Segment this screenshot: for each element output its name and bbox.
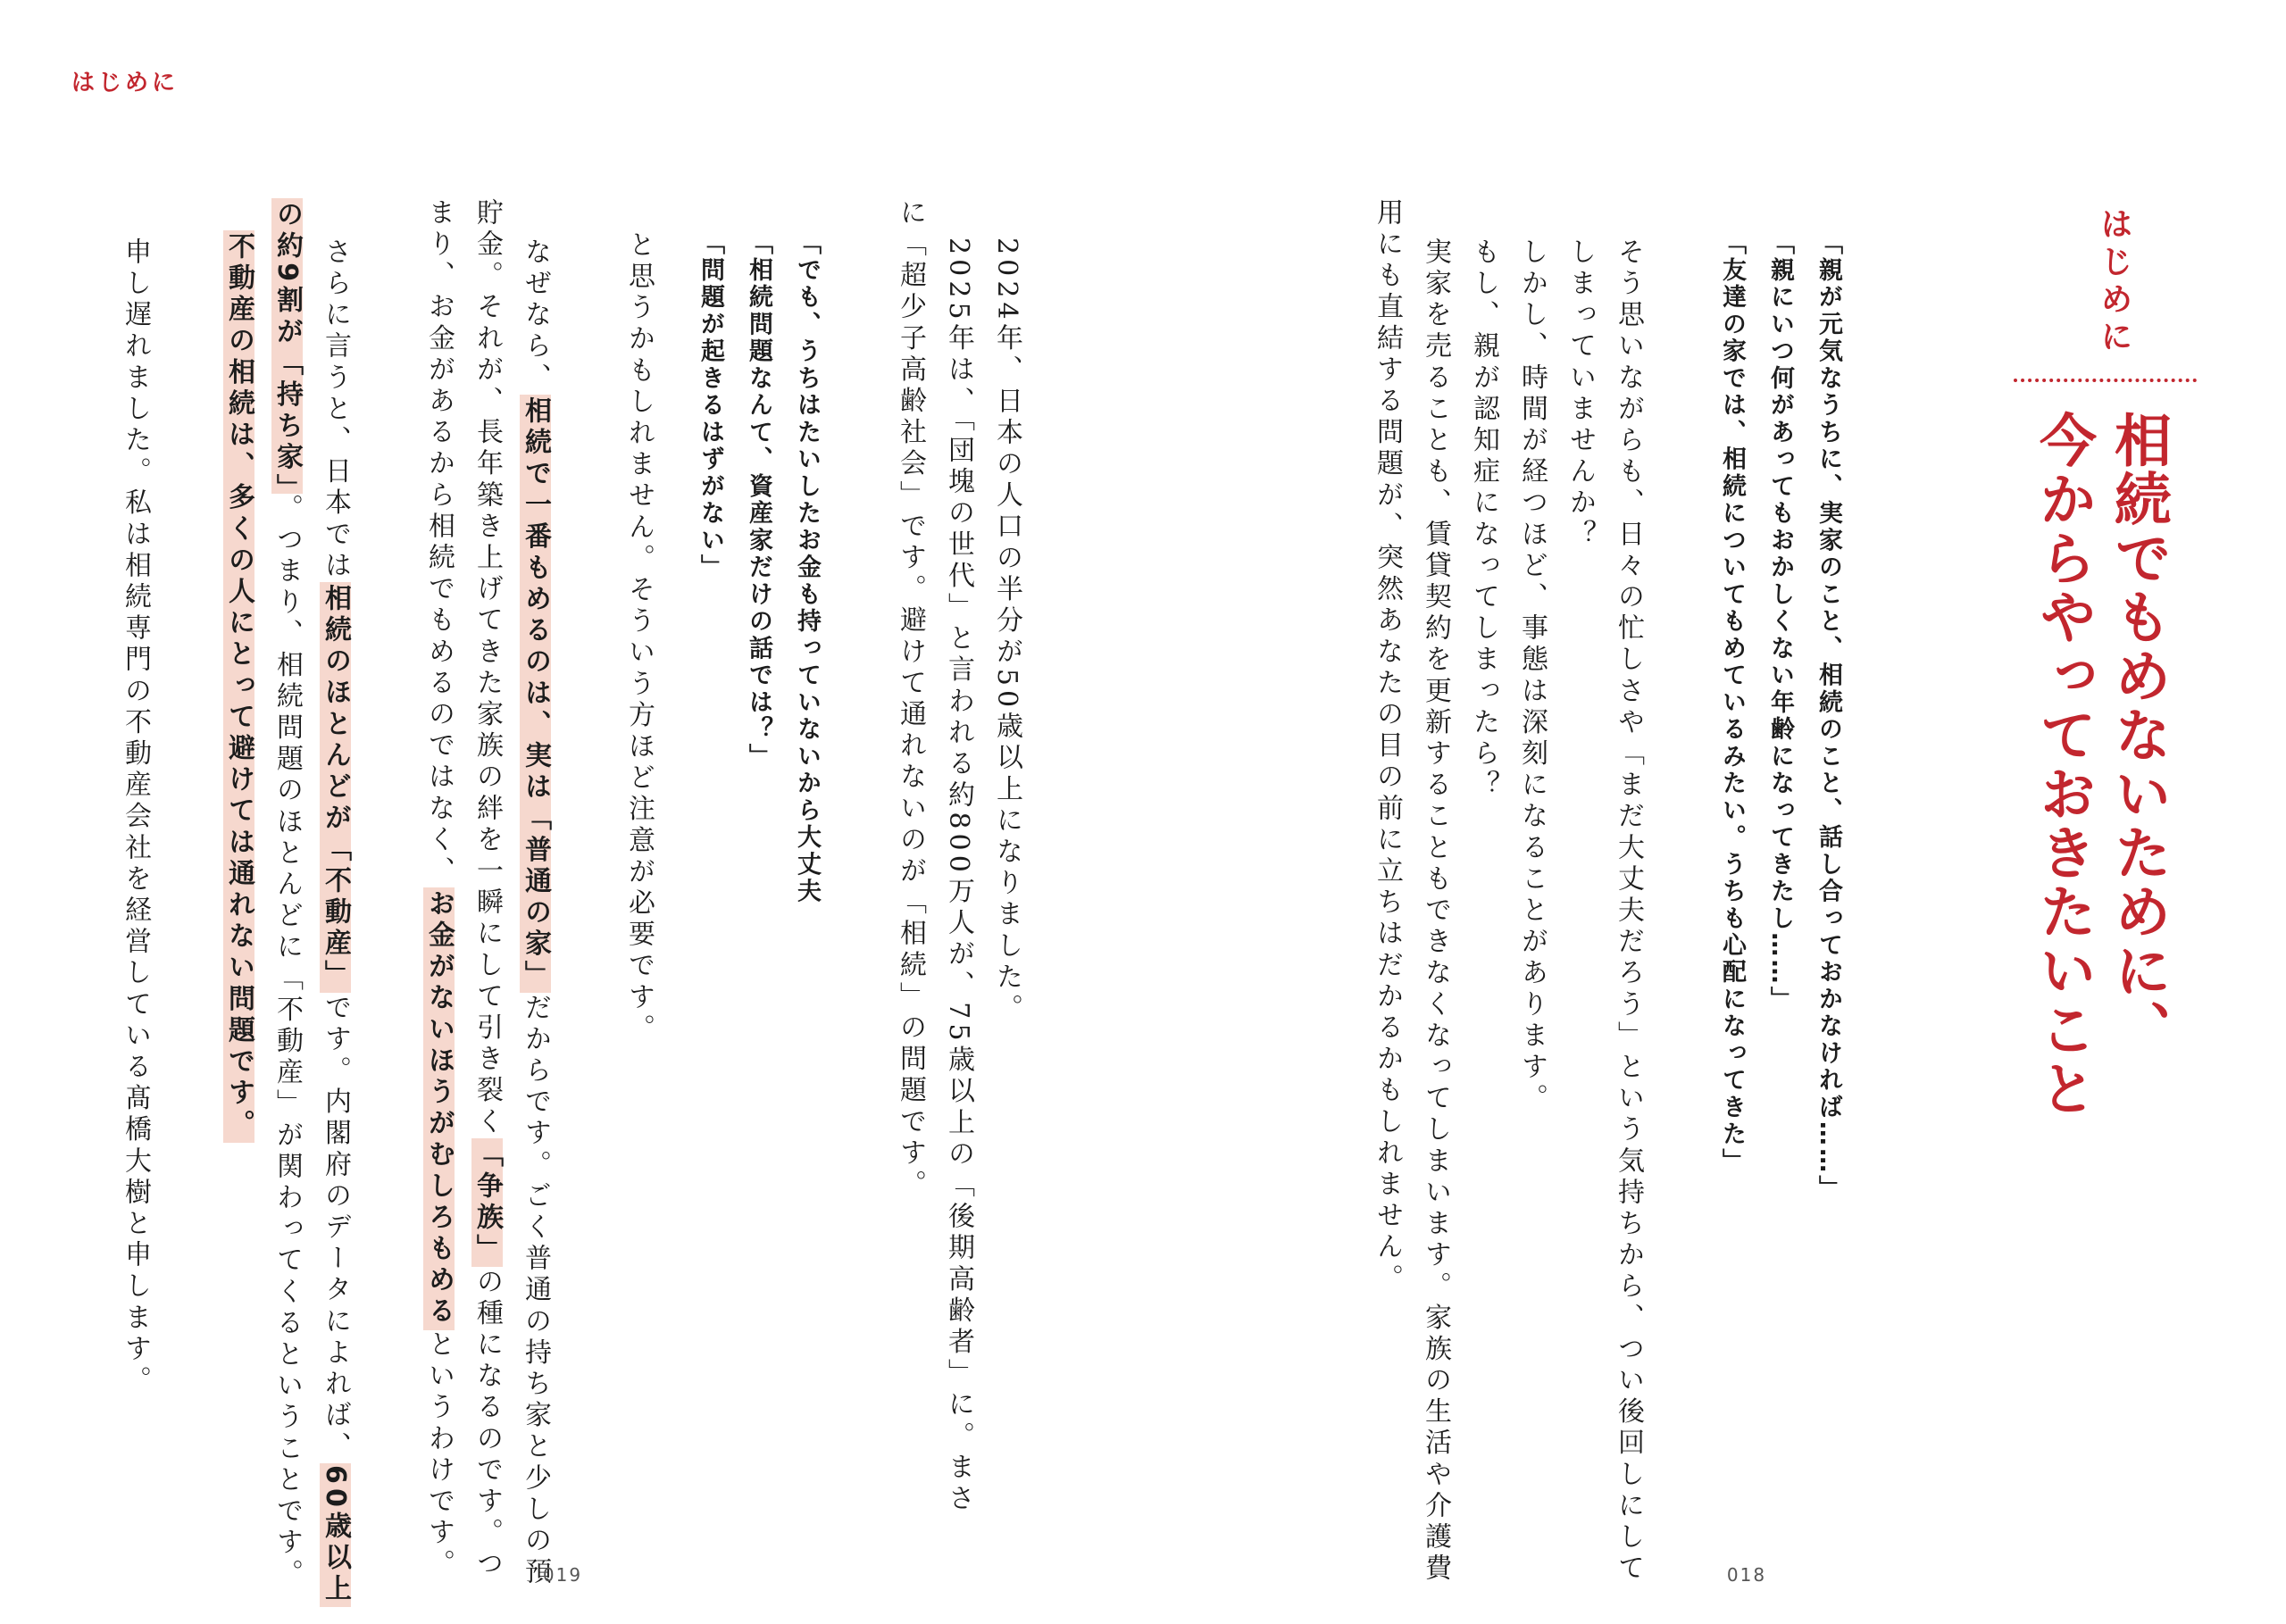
highlighted-text: お金がないほうがむしろもめる — [423, 889, 455, 1328]
body-text: なぜなら、 — [520, 237, 551, 395]
body-line — [223, 230, 254, 1143]
body-line: 2025年は、「団塊の世代」と言われる約800万人が、75歳以上の「後期高齢者」に。まさ — [943, 237, 974, 1516]
body-line: もし、親が認知症になってしまったら？ — [1468, 237, 1499, 802]
body-line: 用にも直結する問題が、突然あなたの目の前に立ちはだかるかもしれません。 — [1372, 198, 1403, 1295]
body-line: 2024年、日本の人口の半分が50歳以上になりました。 — [991, 237, 1022, 1026]
page-number-left: 019 — [542, 1564, 583, 1586]
body-text: というわけです。 — [423, 1329, 455, 1581]
body-line — [271, 198, 302, 1590]
body-line — [520, 237, 550, 1588]
body-text: まり、お金があるから相続でもめるのではなく、 — [423, 198, 455, 888]
body-line: そう思いながらも、日々の忙しさや「まだ大丈夫だろう」という気持ちから、つい後回しにして — [1613, 237, 1644, 1586]
highlighted-text: 不動産の相続は、多くの人にとって避けては通れない問題です。 — [223, 232, 254, 1141]
body-text: だからです。ごく普通の持ち家と少しの預 — [520, 993, 551, 1589]
body-text: の種になるのです。つ — [471, 1267, 503, 1581]
chapter-label: はじめに — [2096, 207, 2132, 357]
body-line: と思うかもしれません。そういう方ほど注意が必要です。 — [623, 230, 655, 1045]
chapter-title-line-2: 今からやっておきたいこと — [2030, 411, 2096, 1118]
quote-line: 「親が元気なうちに、実家のこと、相続のこと、話し合っておかなければ……」 — [1815, 230, 1842, 1203]
highlighted-text: 相続のほとんどが「不動産」 — [320, 584, 351, 992]
body-line: に「超少子高齢社会」です。避けて通れないのが「相続」の問題です。 — [895, 198, 926, 1202]
body-line — [471, 198, 502, 1580]
quote-line: 「でも、うちはたいしたお金も持っていないから大丈夫 — [793, 230, 821, 905]
body-line: 申し遅れました。私は相続専門の不動産会社を経営している髙橋大樹と申します。 — [120, 237, 151, 1397]
body-line: しかし、時間が経つほど、事態は深刻になることがあります。 — [1516, 237, 1548, 1115]
quote-line: 「問題が起きるはずがない」 — [697, 230, 724, 582]
running-head: はじめに — [71, 70, 179, 96]
quote-line: 「相続問題なんて、資産家だけの話では？」 — [745, 230, 772, 770]
title-divider — [2014, 379, 2197, 382]
body-line — [320, 237, 350, 1607]
quote-line: 「親にいつ何があってもおかしくない年齢になってきたし……」 — [1766, 230, 1794, 1013]
body-line — [423, 198, 454, 1580]
body-line: しまっていませんか？ — [1564, 237, 1596, 551]
highlighted-text: 相続で一番もめるのは、実は「普通の家」 — [520, 396, 551, 992]
chapter-title-line-1: 相続でもめないために、 — [2105, 411, 2171, 1059]
body-text: さらに言うと、日本では — [320, 237, 351, 583]
body-text: 貯金。それが、長年築き上げてきた家族の絆を一瞬にして引き裂く — [471, 198, 503, 1138]
page-number-right: 018 — [1726, 1564, 1767, 1586]
body-line: 実家を売ることも、賃貸契約を更新することもできなくなってしまいます。家族の生活や介護費 — [1420, 237, 1451, 1586]
body-text: 。つまり、相続問題のほとんどに「不動産」が関わってくるということです。 — [271, 493, 303, 1591]
highlighted-text: の約9割が「持ち家」 — [271, 200, 303, 492]
highlighted-text: 60歳以上 — [320, 1464, 351, 1606]
body-text: です。内閣府のデータによれば、 — [320, 993, 351, 1463]
highlighted-text: 「争族」 — [471, 1140, 503, 1266]
quote-line: 「友達の家では、相続についてもめているみたい。うちも心配になってきた」 — [1718, 230, 1746, 1176]
